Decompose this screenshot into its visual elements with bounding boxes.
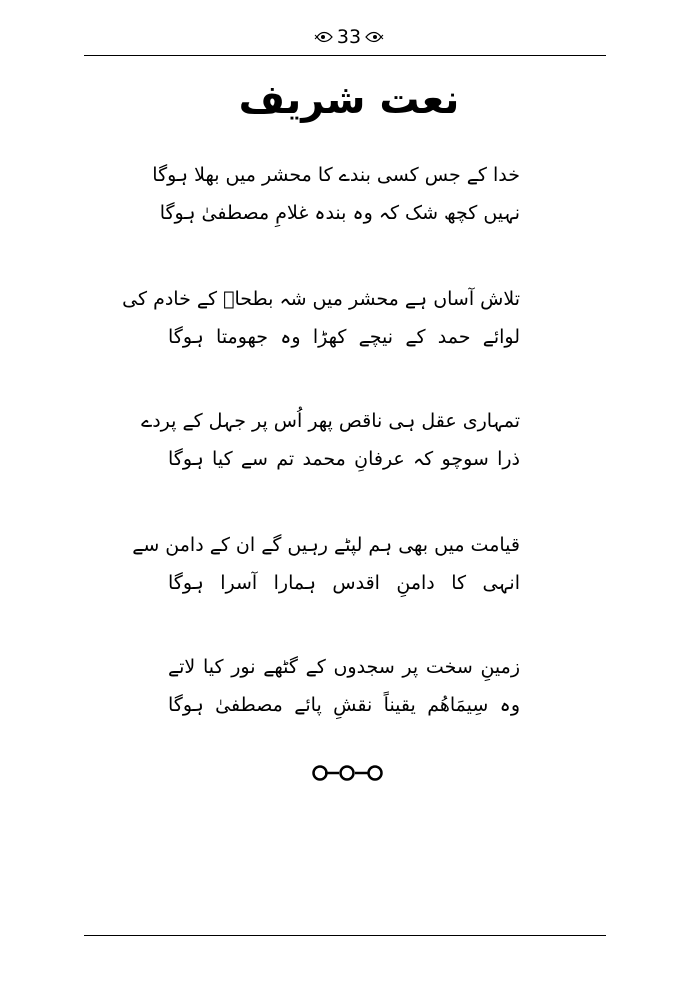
page-number: 33 — [336, 26, 362, 48]
end-ornament — [0, 762, 698, 784]
ornament-right-icon — [365, 29, 383, 45]
verse-line: نہیں کچھ شک کہ وہ بندہ غلامِ مصطفیٰ ہوگا — [159, 202, 520, 224]
verse-line: انہی کا دامنِ اقدس ہمارا آسرا ہوگا — [168, 572, 520, 594]
verse-line: تلاش آساں ہے محشر میں شہ بطحاؐ کے خادم کی — [122, 288, 520, 310]
footer-rule — [84, 935, 606, 936]
ornament-left-icon — [315, 29, 333, 45]
verse-line: لوائے حمد کے نیچے کھڑا وہ جھومتا ہوگا — [168, 326, 520, 348]
header-rule — [84, 55, 606, 56]
page-title: نعت شریف — [238, 77, 460, 123]
verse-line: وہ سِیمَاهُم یقیناً نقشِ پائے مصطفیٰ ہوگا — [168, 694, 520, 716]
verse-line: ذرا سوچو کہ عرفانِ محمد تم سے کیا ہوگا — [168, 448, 520, 470]
verse-line: خدا کے جس کسی بندے کا محشر میں بھلا ہوگا — [152, 164, 520, 186]
page-number-header — [0, 26, 698, 48]
verse-line: زمینِ سخت پر سجدوں کے گٹھے نور کیا لاتے — [168, 656, 520, 678]
verse-line: قیامت میں بھی ہم لپٹے رہیں گے ان کے دامن سے — [132, 534, 520, 556]
three-circles-divider-icon — [309, 762, 389, 784]
verse-line: تمہاری عقل ہی ناقص پھر اُس پر جہل کے پردے — [141, 410, 520, 432]
